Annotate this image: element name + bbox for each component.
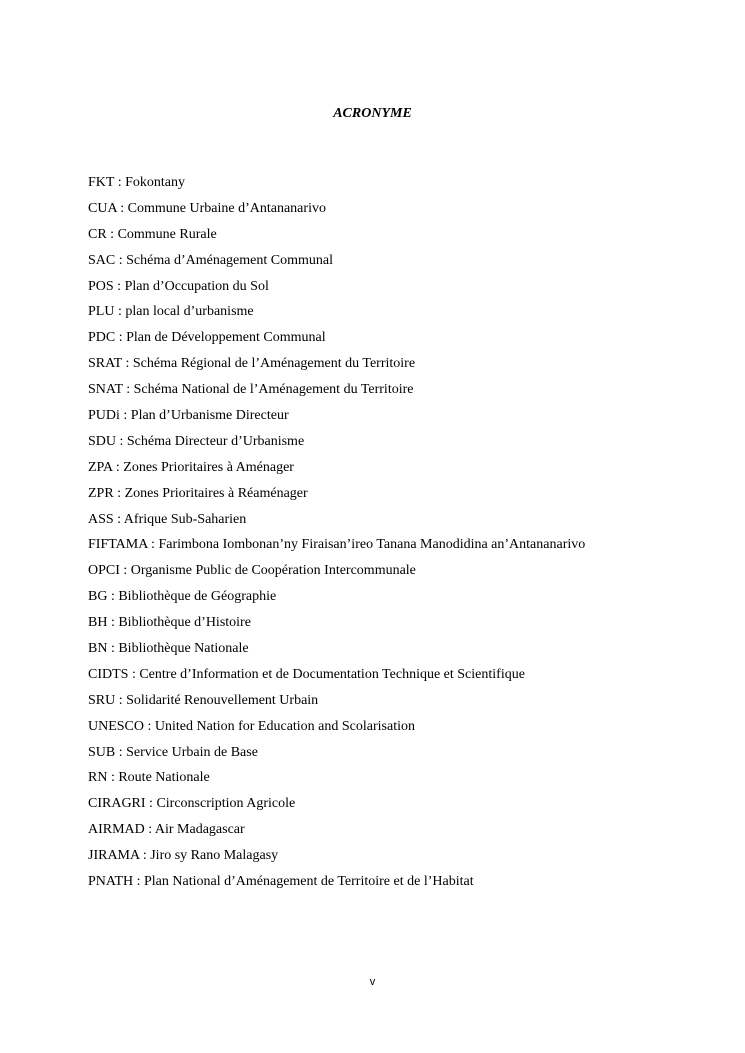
acronym-entry: ZPR : Zones Prioritaires à Réaménager (88, 485, 308, 501)
acronym-entry: SUB : Service Urbain de Base (88, 744, 258, 760)
acronym-entry: PUDi : Plan d’Urbanisme Directeur (88, 408, 289, 424)
acronym-entry: CR : Commune Rurale (88, 226, 217, 242)
acronym-entry: FKT : Fokontany (88, 175, 185, 190)
acronym-entry: PNATH : Plan National d’Aménagement de Territoire et de l’Habitat (88, 874, 474, 890)
acronym-entry: POS : Plan d’Occupation du Sol (88, 278, 269, 294)
page-title: ACRONYME (333, 106, 412, 121)
acronym-entry: UNESCO : United Nation for Education and Scolarisation (88, 718, 415, 734)
acronym-entry: SRU : Solidarité Renouvellement Urbain (88, 692, 319, 708)
acronym-entry: JIRAMA : Jiro sy Rano Malagasy (88, 848, 279, 864)
acronym-entry: CIDTS : Centre d’Information et de Documentation Technique et Scientifique (88, 666, 525, 682)
acronym-entry: SRAT : Schéma Régional de l’Aménagement du Territoire (88, 356, 416, 372)
acronym-entry: BN : Bibliothèque Nationale (88, 641, 249, 657)
acronym-entry: CIRAGRI : Circonscription Agricole (88, 796, 296, 812)
acronym-entry: FIFTAMA : Farimbona Iombonan’ny Firaisan’ireo Tanana Manodidina an’Antananarivo (88, 537, 586, 553)
acronym-entry: BG : Bibliothèque de Géographie (88, 589, 277, 605)
acronym-entry: AIRMAD : Air Madagascar (88, 822, 245, 838)
acronym-entry: ASS : Afrique Sub-Saharien (88, 511, 247, 527)
acronym-entry: BH : Bibliothèque d’Histoire (88, 615, 251, 631)
acronym-entry: RN : Route Nationale (88, 770, 210, 786)
acronym-entry: ZPA : Zones Prioritaires à Aménager (88, 459, 294, 475)
acronym-entry: SAC : Schéma d’Aménagement Communal (88, 252, 333, 268)
acronym-entry: SNAT : Schéma National de l’Aménagement du Territoire (88, 382, 414, 398)
acronym-list (88, 173, 708, 898)
acronym-entry: OPCI : Organisme Public de Coopération Intercommunale (88, 563, 416, 579)
page-number: v (369, 976, 376, 988)
acronym-entry: SDU : Schéma Directeur d’Urbanisme (88, 433, 305, 449)
acronym-entry: PDC : Plan de Développement Communal (88, 330, 326, 346)
acronym-entry: CUA : Commune Urbaine d’Antananarivo (88, 200, 326, 216)
acronym-entry: PLU : plan local d’urbanisme (88, 304, 254, 320)
